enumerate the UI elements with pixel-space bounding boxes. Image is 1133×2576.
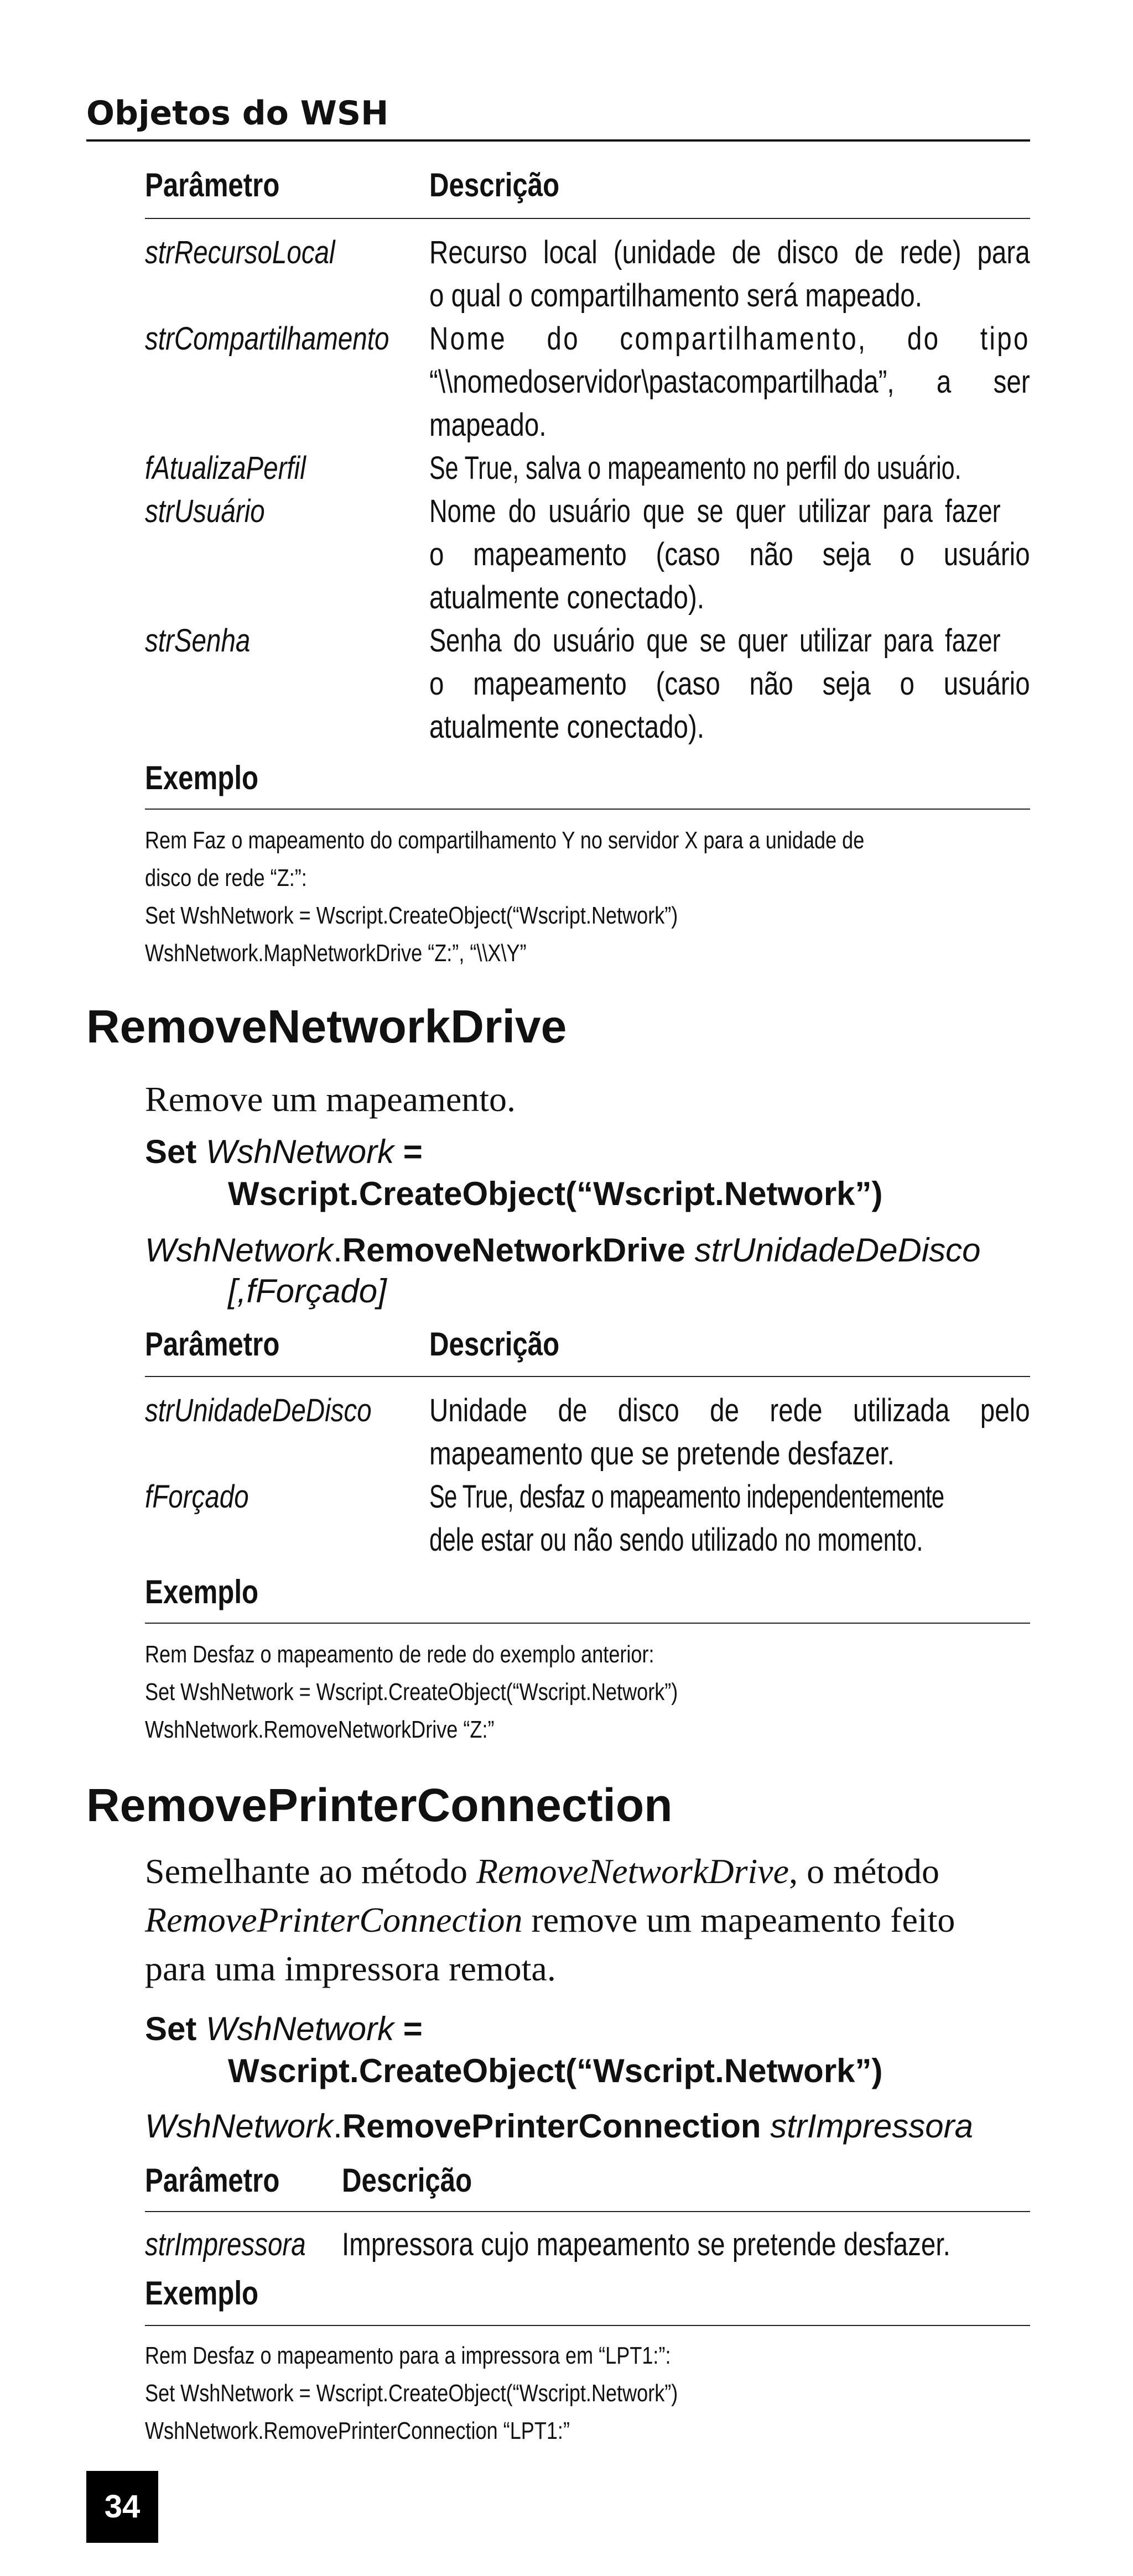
- param-description: Se True, desfaz o mapeamento independentemente dele estar ou não sendo utilizado no momento.: [429, 1479, 944, 1558]
- running-head: Objetos do WSH: [86, 94, 389, 133]
- syntax-set-line: Set WshNetwork =: [145, 1133, 423, 1170]
- table3-header-desc: Descrição: [342, 2162, 472, 2199]
- code-line: Set WshNetwork = Wscript.CreateObject(“Wscript.Network”): [145, 2380, 678, 2407]
- syntax-create-object: Wscript.CreateObject(“Wscript.Network”): [228, 2052, 883, 2089]
- param-description: Nome do compartilhamento, do tipo “\\nomedoservidor\pastacompartilhada”, a ser mapeado.: [429, 321, 1030, 443]
- param-name: strSenha: [145, 623, 251, 659]
- param-name: strRecursoLocal: [145, 234, 335, 270]
- param-name: strImpressora: [145, 2226, 306, 2262]
- syntax-optional-arg: [,fForçado]: [228, 1273, 387, 1310]
- code-line: Rem Faz o mapeamento do compartilhamento Y no servidor X para a unidade de: [145, 827, 865, 854]
- section-intro: Semelhante ao método RemoveNetworkDrive, o método RemovePrinterConnection remove um mapeamento feito para uma impressora remota.: [145, 1852, 955, 1988]
- example-heading: Exemplo: [145, 2275, 259, 2312]
- example-rule: [145, 1623, 1030, 1624]
- table1-header-rule: [145, 218, 1030, 219]
- param-name: fForçado: [145, 1479, 249, 1515]
- example-rule: [145, 809, 1030, 810]
- table2-header-rule: [145, 1376, 1030, 1377]
- code-line: WshNetwork.MapNetworkDrive “Z:”, “\\X\Y”: [145, 940, 527, 967]
- syntax-method-line: WshNetwork.RemovePrinterConnection strImpressora: [145, 2108, 973, 2145]
- syntax-method-line: WshNetwork.RemoveNetworkDrive strUnidadeDeDisco: [145, 1232, 981, 1269]
- page-number: 34: [86, 2471, 158, 2543]
- param-description: Recurso local (unidade de disco de rede) para o qual o compartilhamento será mapeado.: [429, 234, 1030, 314]
- example-heading: Exemplo: [145, 1573, 259, 1610]
- running-head-rule: [86, 139, 1030, 142]
- table2-header-param: Parâmetro: [145, 1326, 280, 1363]
- param-name: fAtualizaPerfil: [145, 450, 306, 486]
- code-line: Set WshNetwork = Wscript.CreateObject(“Wscript.Network”): [145, 902, 678, 929]
- code-line: WshNetwork.RemoveNetworkDrive “Z:”: [145, 1716, 495, 1743]
- code-line: Rem Desfaz o mapeamento para a impressora em “LPT1:”:: [145, 2342, 671, 2369]
- code-line: Set WshNetwork = Wscript.CreateObject(“Wscript.Network”): [145, 1678, 678, 1706]
- section-title-remove-printer-connection: RemovePrinterConnection: [86, 1779, 673, 1831]
- syntax-create-object: Wscript.CreateObject(“Wscript.Network”): [228, 1175, 883, 1212]
- param-description: Nome do usuário que se quer utilizar para fazer o mapeamento (caso não seja o usuário atualmente conectado).: [429, 493, 1030, 616]
- param-name: strUsuário: [145, 493, 265, 529]
- param-description: Se True, salva o mapeamento no perfil do usuário.: [429, 450, 962, 486]
- param-description: Senha do usuário que se quer utilizar para fazer o mapeamento (caso não seja o usuário atualmente conectado).: [429, 623, 1030, 745]
- code-line: WshNetwork.RemovePrinterConnection “LPT1:”: [145, 2417, 570, 2444]
- table3-header-param: Parâmetro: [145, 2162, 280, 2199]
- param-description: Impressora cujo mapeamento se pretende desfazer.: [342, 2226, 950, 2262]
- code-line: Rem Desfaz o mapeamento de rede do exemplo anterior:: [145, 1641, 654, 1668]
- param-description: Unidade de disco de rede utilizada pelo mapeamento que se pretende desfazer.: [429, 1393, 1030, 1472]
- param-name: strUnidadeDeDisco: [145, 1393, 372, 1428]
- param-name: strCompartilhamento: [145, 321, 389, 357]
- table1-header-desc: Descrição: [429, 166, 560, 204]
- table3-header-rule: [145, 2211, 1030, 2212]
- table2-header-desc: Descrição: [429, 1326, 560, 1363]
- example-rule: [145, 2325, 1030, 2326]
- section-title-remove-network-drive: RemoveNetworkDrive: [86, 1000, 567, 1052]
- example-heading: Exemplo: [145, 759, 259, 796]
- code-line: disco de rede “Z:”:: [145, 864, 307, 891]
- section-intro: Remove um mapeamento.: [145, 1080, 516, 1119]
- syntax-set-line: Set WshNetwork =: [145, 2010, 423, 2047]
- table1-header-param: Parâmetro: [145, 166, 280, 204]
